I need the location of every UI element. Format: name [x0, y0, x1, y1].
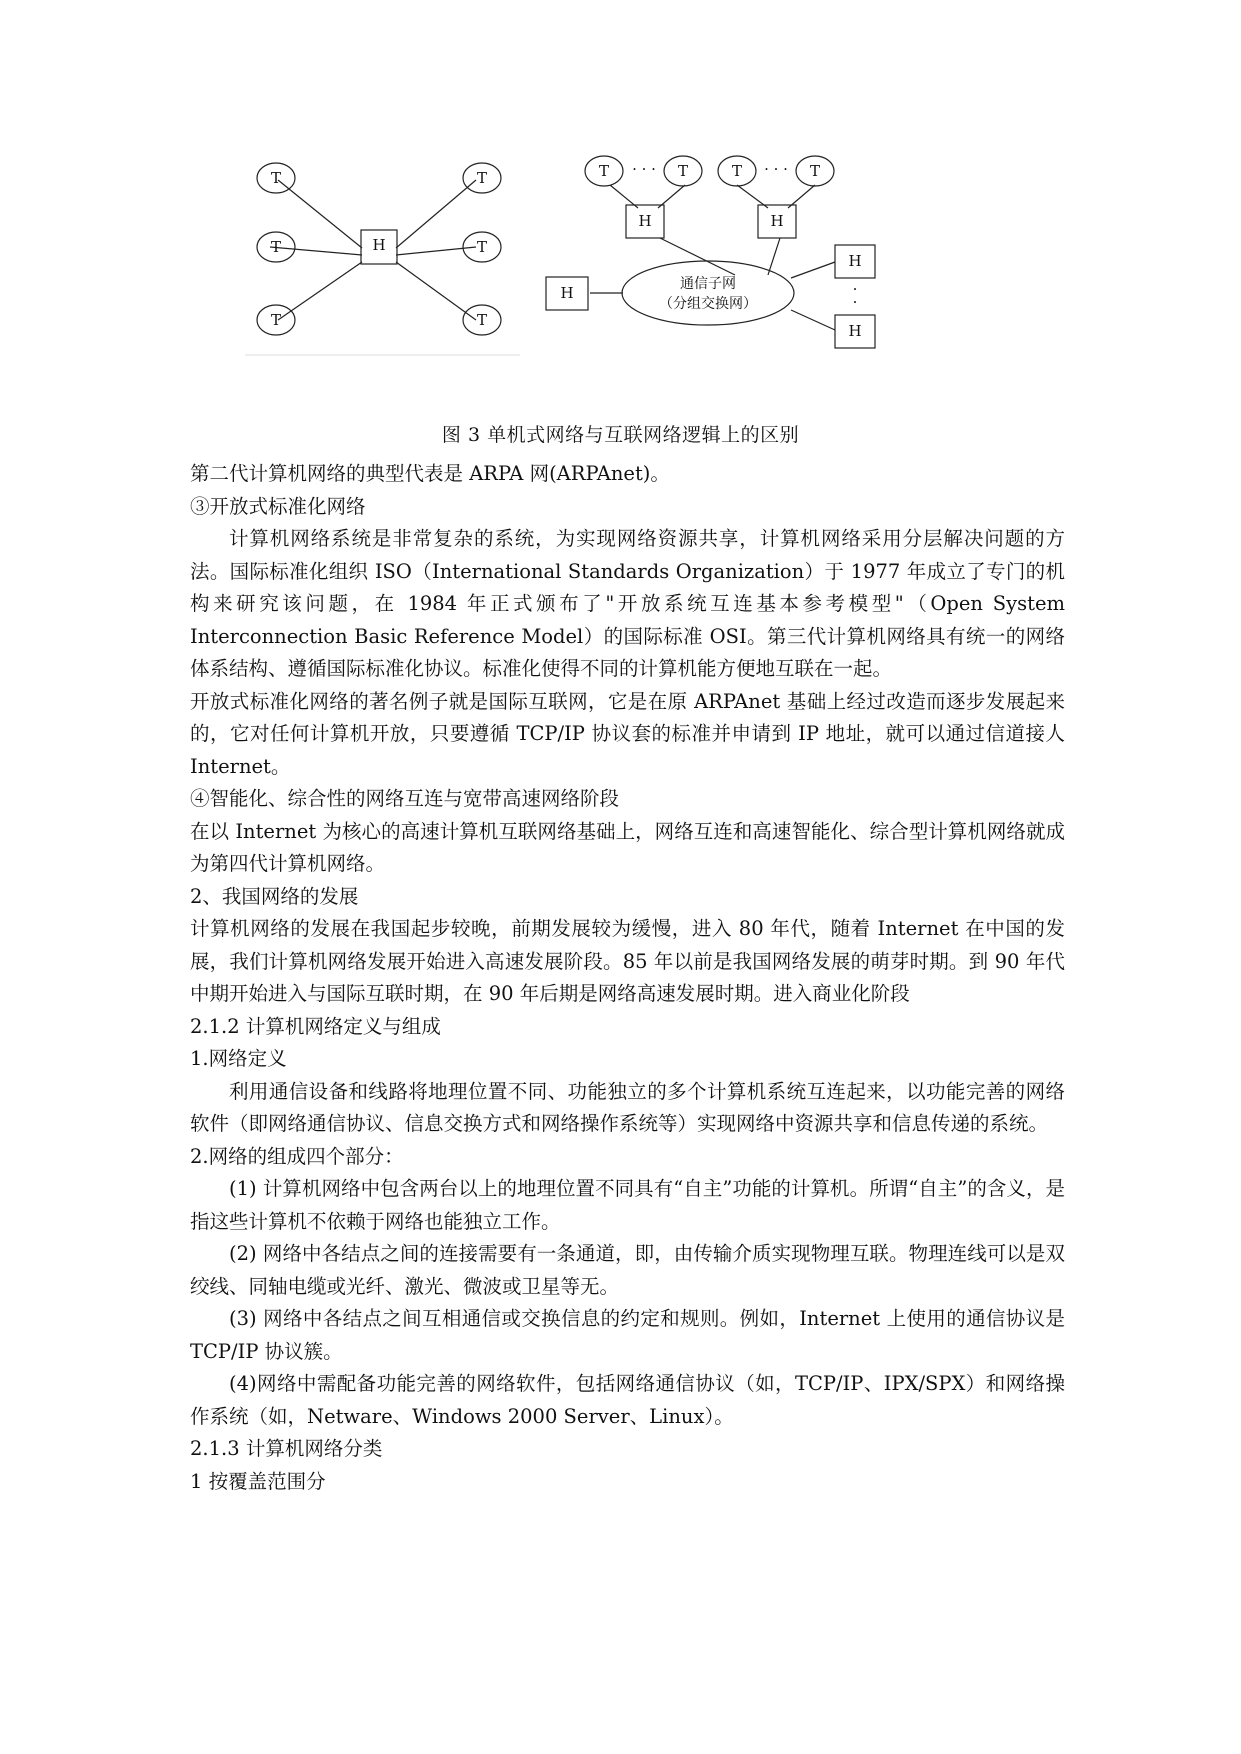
right-internet-network [546, 156, 875, 348]
network-diagram-svg [240, 150, 1000, 410]
host-label: H [372, 236, 386, 254]
network-diagram [240, 150, 1000, 410]
terminal-label: T [476, 169, 488, 187]
terminal-label: T [731, 162, 743, 180]
paragraph: 开放式标准化网络的著名例子就是国际互联网，它是在原 ARPAnet 基础上经过改造而逐步发展起来的，它对任何计算机开放，只要遵循 TCP/IP 协议套的标准并申请到 IP 地址，就可以通过信道接人 Internet。 [190, 689, 1065, 778]
paragraph: ③开放式标准化网络 [190, 494, 366, 518]
terminal-label: T [270, 311, 282, 329]
host-label: H [848, 322, 862, 340]
paragraph: 2.1.3 计算机网络分类 [190, 1437, 383, 1460]
paragraph: 在以 Internet 为核心的高速计算机互联网络基础上，网络互连和高速智能化、综合型计算机网络就成为第四代计算机网络。 [190, 819, 1065, 875]
paragraph: 计算机网络的发展在我国起步较晚，前期发展较为缓慢，进入 80 年代，随着 Internet 在中国的发展，我们计算机网络发展开始进入高速发展阶段。85 年以前是我国网络发展的萌芽时期。到 90 年代中期开始进入与国际互联时期，在 90 年后期是网络高速发展时期。进入商业化阶段 [190, 917, 1065, 1005]
paragraph: (3) 网络中各结点之间互相通信或交换信息的约定和规则。例如，Internet 上使用的通信协议是 TCP/IP 协议簇。 [190, 1307, 1065, 1363]
paragraph: 1 按覆盖范围分 [190, 1469, 326, 1493]
paragraph: 2、我国网络的发展 [190, 884, 359, 908]
ellipsis-dots: · · · [764, 160, 788, 178]
ellipsis-dots: · · · [632, 160, 656, 178]
subnet-label-line2: （分组交换网） [659, 296, 757, 312]
paragraph: 计算机网络系统是非常复杂的系统，为实现网络资源共享，计算机网络采用分层解决问题的方法。国际标准化组织 ISO（International Standards Organization）于 1977 年成立了专门的机构来研究该问题，在 1984 年正式颁布了"开放系统互连基本参考模型"（Open System Interconnection Basic Reference Model）的国际标准 OSI。第三代计算机网络具有统一的网络体系结构、遵循国际标准化协议。标准化使得不同的计算机能方便地互联在一起。 [190, 527, 1065, 680]
vertical-dot: · [852, 280, 858, 298]
subnet-label-line1: 通信子网 [680, 276, 736, 292]
paragraph: 利用通信设备和线路将地理位置不同、功能独立的多个计算机系统互连起来，以功能完善的网络软件（即网络通信协议、信息交换方式和网络操作系统等）实现网络中资源共享和信息传递的系统。 [190, 1079, 1065, 1135]
paragraph: 2.网络的组成四个部分： [190, 1144, 404, 1168]
paragraph: 第二代计算机网络的典型代表是 ARPA 网(ARPAnet)。 [190, 462, 670, 485]
terminal-label: T [270, 238, 282, 256]
document-body [190, 458, 1065, 1498]
terminal-label: T [677, 162, 689, 180]
paragraph: (2) 网络中各结点之间的连接需要有一条通道，即，由传输介质实现物理互联。物理连线可以是双绞线、同轴电缆或光纤、激光、微波或卫星等无。 [190, 1242, 1065, 1298]
vertical-dot: · [852, 293, 858, 311]
paragraph: 2.1.2 计算机网络定义与组成 [190, 1014, 441, 1038]
host-label: H [638, 212, 652, 230]
terminal-label: T [476, 238, 488, 256]
terminal-label: T [476, 311, 488, 329]
host-label: H [560, 284, 574, 302]
host-label: H [848, 252, 862, 270]
paragraph: (1) 计算机网络中包含两台以上的地理位置不同具有“自主”功能的计算机。所谓“自主”的含义，是指这些计算机不依赖于网络也能独立工作。 [190, 1177, 1065, 1233]
paragraph: (4)网络中需配备功能完善的网络软件，包括网络通信协议（如，TCP/IP、IPX/SPX）和网络操作系统（如，Netware、Windows 2000 Server、Linux）。 [190, 1372, 1065, 1428]
communication-subnet [622, 261, 794, 325]
figure-caption: 图 3 单机式网络与互联网络逻辑上的区别 [441, 424, 800, 446]
paragraph: ④智能化、综合性的网络互连与宽带高速网络阶段 [190, 787, 620, 810]
host-label: H [770, 212, 784, 230]
terminal-label: T [270, 169, 282, 187]
terminal-label: T [598, 162, 610, 180]
terminal-label: T [809, 162, 821, 180]
paragraph: 1.网络定义 [190, 1047, 287, 1070]
